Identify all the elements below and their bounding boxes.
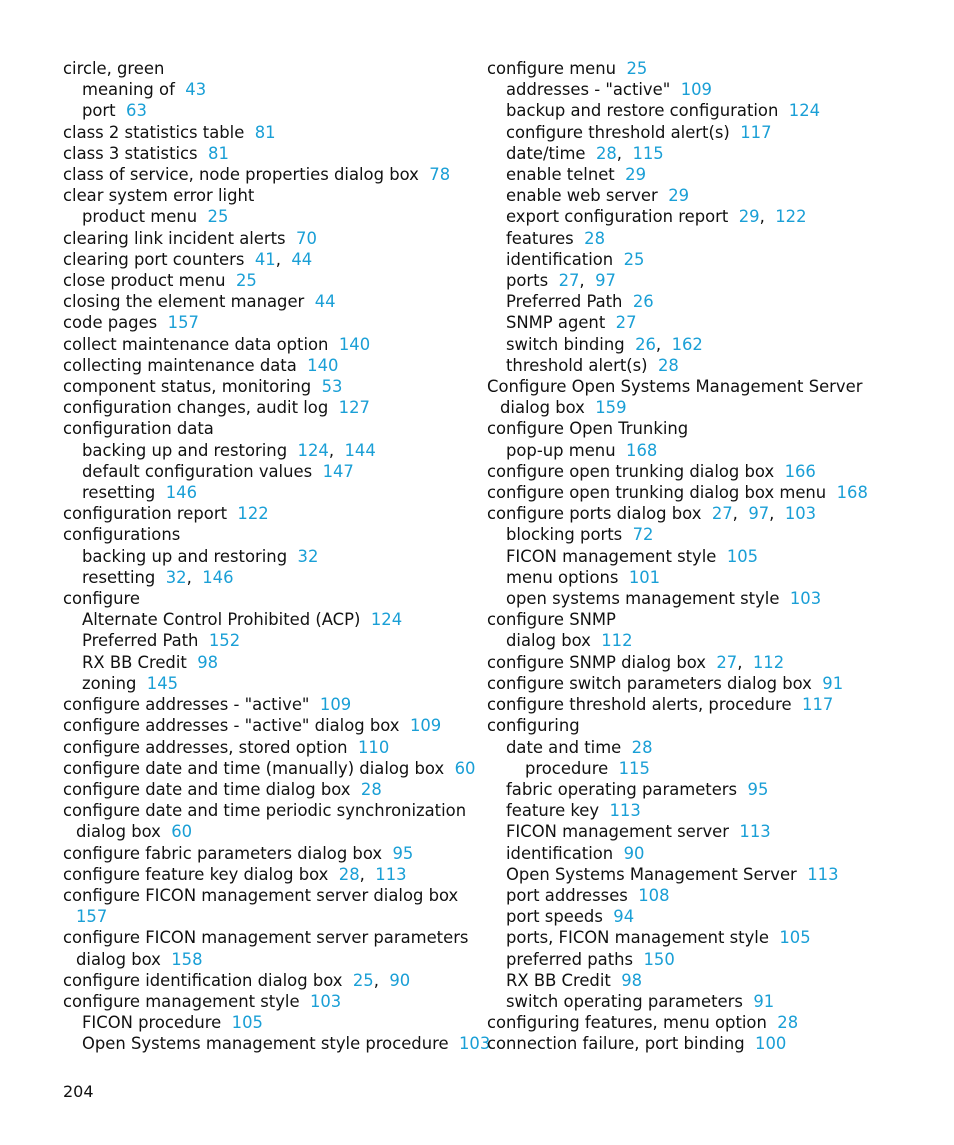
index-subentry <box>63 609 473 630</box>
index-subentry <box>487 122 927 143</box>
index-entry <box>63 122 473 143</box>
page-link[interactable]: 113 <box>375 864 407 884</box>
index-term: backup and restore configuration <box>506 101 779 121</box>
index-term: configure addresses - "active" dialog box <box>63 716 400 736</box>
index-term: closing the element manager <box>63 292 305 312</box>
page-link[interactable]: 95 <box>392 843 414 863</box>
page-link[interactable]: 28 <box>338 864 360 884</box>
index-entry <box>63 228 473 249</box>
index-term: default configuration values <box>82 461 313 481</box>
page-link[interactable]: 140 <box>307 355 339 375</box>
index-term: configure <box>63 589 141 609</box>
page-link[interactable]: 28 <box>595 143 617 163</box>
index-entry: configure ports dialog box 27, 97, 103 <box>487 504 817 524</box>
index-term: Preferred Path <box>82 631 199 651</box>
index-term: product menu <box>82 207 198 227</box>
page-link[interactable]: 25 <box>626 59 648 78</box>
page-link[interactable]: 115 <box>632 143 664 163</box>
index-term: configuring <box>487 716 580 736</box>
index-entry <box>487 482 927 503</box>
index-entry <box>63 185 473 206</box>
index-subentry <box>487 737 927 758</box>
page-link[interactable]: 113 <box>739 822 771 842</box>
page-link[interactable]: 28 <box>658 355 679 375</box>
index-term: configure switch parameters dialog box <box>487 673 812 693</box>
page-link[interactable]: 115 <box>618 758 650 778</box>
index-entry <box>63 503 473 524</box>
page-link[interactable]: 27 <box>558 271 580 291</box>
index-subentry <box>487 630 927 651</box>
index-subentry <box>63 652 473 673</box>
index-subentry <box>487 100 927 121</box>
index-entry <box>63 885 473 906</box>
index-column-right <box>487 58 927 1055</box>
page-link[interactable]: 159 <box>595 398 627 418</box>
index-term: configure date and time (manually) dialog box <box>63 758 445 778</box>
page-link[interactable]: 29 <box>625 165 647 185</box>
page-link[interactable]: 60 <box>454 758 476 778</box>
index-term: configure addresses, stored option <box>63 737 348 757</box>
index-term: Alternate Control Prohibited (ACP) <box>82 610 361 630</box>
index-entry <box>63 376 473 397</box>
index-term: FICON management style <box>506 546 717 566</box>
index-term: open systems management style <box>506 589 780 609</box>
index-term: Configure Open Systems Management Server <box>487 377 863 397</box>
index-entry <box>63 397 473 418</box>
index-term: clearing port counters <box>63 249 245 269</box>
index-term: date and time <box>506 737 622 757</box>
index-subentry <box>487 885 927 906</box>
page-link[interactable]: 78 <box>429 165 451 185</box>
page-link[interactable]: 43 <box>185 80 207 100</box>
index-term: class 3 statistics <box>63 143 198 163</box>
index-term: class of service, node properties dialog box <box>63 165 419 185</box>
index-entry-continuation <box>63 949 473 970</box>
page-link[interactable]: 103 <box>789 589 822 609</box>
index-term: RX BB Credit <box>82 652 187 672</box>
index-subentry: backing up and restoring 124, 144 <box>82 440 376 460</box>
page-link[interactable]: 103 <box>309 991 342 1011</box>
index-subentry <box>63 482 473 503</box>
page-link[interactable]: 44 <box>314 292 336 312</box>
index-term: collecting maintenance data <box>63 355 297 375</box>
index-entry <box>63 737 473 758</box>
index-entry <box>63 355 473 376</box>
page-link[interactable]: 166 <box>784 461 816 481</box>
index-term: configure SNMP dialog box <box>487 652 706 672</box>
page-link[interactable]: 98 <box>197 652 219 672</box>
index-entry <box>63 694 473 715</box>
index-term: ports, FICON management style <box>506 928 769 948</box>
index-entry <box>487 418 927 439</box>
index-term: ports <box>506 271 549 291</box>
page-link[interactable]: 109 <box>409 716 442 736</box>
index-subentry <box>63 79 473 100</box>
index-entry: clearing port counters 41, 44 <box>63 249 313 269</box>
page-link[interactable]: 122 <box>775 207 807 227</box>
page-link[interactable]: 28 <box>584 228 605 248</box>
index-term: identification <box>506 843 614 863</box>
page-link[interactable]: 124 <box>788 101 821 121</box>
index-term: meaning of <box>82 80 175 100</box>
index-subentry: date/time 28, 115 <box>506 143 664 163</box>
page-link[interactable]: 145 <box>146 673 179 693</box>
index-term: threshold alert(s) <box>506 355 648 375</box>
index-term: dialog box <box>500 398 585 418</box>
index-term: resetting <box>82 483 156 503</box>
index-term: configure threshold alert(s) <box>506 122 730 142</box>
page-link[interactable]: 95 <box>747 779 769 799</box>
index-term: Preferred Path <box>506 292 623 312</box>
index-term: configure date and time dialog box <box>63 779 351 799</box>
index-term: addresses - "active" <box>506 80 671 100</box>
index-term: configure open trunking dialog box <box>487 461 775 481</box>
index-subentry <box>487 970 927 991</box>
index-term: export configuration report <box>506 207 729 227</box>
index-term: configure ports dialog box <box>487 504 702 524</box>
index-subentry <box>487 312 927 333</box>
page-link[interactable]: 109 <box>680 80 712 100</box>
index-entry <box>487 1033 927 1054</box>
index-term: backing up and restoring <box>82 440 288 460</box>
page-link[interactable]: 27 <box>615 313 637 333</box>
index-entry-continuation <box>63 906 473 927</box>
index-subentry <box>487 228 927 249</box>
index-term: enable web server <box>506 186 658 206</box>
index-subentry: export configuration report 29, 122 <box>506 207 807 227</box>
index-subentry <box>487 440 927 461</box>
page-link[interactable]: 28 <box>631 737 653 757</box>
index-entry <box>487 694 927 715</box>
page-link[interactable]: 105 <box>779 928 811 948</box>
index-term: zoning <box>82 673 137 693</box>
index-term: enable telnet <box>506 165 615 185</box>
index-subentry <box>63 461 473 482</box>
page-link[interactable]: 168 <box>626 440 658 460</box>
index-subentry <box>487 779 927 800</box>
index-term: SNMP agent <box>506 313 606 333</box>
index-term: collect maintenance data option <box>63 334 329 354</box>
index-term: configure management style <box>63 991 300 1011</box>
index-entry: configure identification dialog box 25, 90 <box>63 970 411 990</box>
page-link[interactable]: 91 <box>753 991 775 1011</box>
index-entry <box>487 1012 927 1033</box>
page-link[interactable]: 63 <box>126 101 147 121</box>
index-subentry: switch binding 26, 162 <box>506 334 703 354</box>
index-term: procedure <box>525 758 609 778</box>
index-entry <box>487 461 927 482</box>
index-subentry <box>487 927 927 948</box>
page-link[interactable]: 90 <box>623 843 645 863</box>
index-entry <box>63 758 476 779</box>
page-link[interactable]: 110 <box>357 737 390 757</box>
index-term: pop-up menu <box>506 440 616 460</box>
index-term: fabric operating parameters <box>506 779 738 799</box>
index-term: FICON procedure <box>82 1013 222 1033</box>
index-term: dialog box <box>76 822 161 842</box>
index-term: FICON management server <box>506 822 729 842</box>
index-term: configurations <box>63 525 181 545</box>
index-subentry <box>63 630 473 651</box>
index-subentry <box>487 185 927 206</box>
index-term: configuration changes, audit log <box>63 398 329 418</box>
index-entry <box>63 927 473 948</box>
page-link[interactable]: 81 <box>254 122 276 142</box>
index-entry <box>487 673 927 694</box>
index-subentry <box>63 206 473 227</box>
index-term: configure threshold alerts, procedure <box>487 695 792 715</box>
index-term: dialog box <box>506 631 591 651</box>
index-entry: configure feature key dialog box 28, 113 <box>63 864 407 884</box>
page-link[interactable]: 168 <box>836 483 868 503</box>
page-link[interactable]: 112 <box>752 652 785 672</box>
index-term: configure SNMP <box>487 610 616 630</box>
page-link[interactable]: 124 <box>370 610 403 630</box>
page-link[interactable]: 29 <box>668 186 690 206</box>
index-term: port speeds <box>506 907 603 927</box>
index-term: configure feature key dialog box <box>63 864 329 884</box>
index-term: configure identification dialog box <box>63 970 343 990</box>
index-term: configuration data <box>63 419 214 439</box>
index-term: resetting <box>82 567 156 587</box>
index-entry <box>487 715 927 736</box>
page-link[interactable]: 162 <box>671 334 703 354</box>
index-subentry <box>487 821 927 842</box>
page-link[interactable]: 60 <box>171 822 193 842</box>
index-subentry <box>487 758 927 779</box>
index-term: configure fabric parameters dialog box <box>63 843 383 863</box>
index-entry <box>63 291 473 312</box>
page-link[interactable]: 29 <box>738 207 760 227</box>
index-subentry <box>487 567 927 588</box>
index-entry-continuation <box>487 397 927 418</box>
page-link[interactable]: 25 <box>235 271 257 291</box>
index-term: menu options <box>506 567 619 587</box>
index-subentry <box>487 546 927 567</box>
page-link[interactable]: 152 <box>208 631 241 651</box>
index-subentry <box>487 949 927 970</box>
index-entry-continuation <box>63 821 473 842</box>
page-link[interactable]: 53 <box>321 377 343 397</box>
page-link[interactable]: 150 <box>643 949 675 969</box>
index-term: dialog box <box>76 949 161 969</box>
index-entry <box>63 715 473 736</box>
index-entry <box>63 164 473 185</box>
page-link[interactable]: 27 <box>711 504 733 524</box>
page-link[interactable]: 81 <box>208 143 229 163</box>
page-link[interactable]: 144 <box>344 440 376 460</box>
index-term: backing up and restoring <box>82 546 288 566</box>
index-term: configure Open Trunking <box>487 419 689 439</box>
index-term: configure open trunking dialog box menu <box>487 483 827 503</box>
page-link[interactable]: 90 <box>389 970 411 990</box>
index-term: configure addresses - "active" <box>63 695 310 715</box>
page-link[interactable]: 100 <box>755 1034 787 1054</box>
index-subentry <box>63 1012 473 1033</box>
index-entry <box>63 524 473 545</box>
page-link[interactable]: 32 <box>297 546 319 566</box>
page-link[interactable]: 27 <box>716 652 738 672</box>
page-link[interactable]: 32 <box>165 567 187 587</box>
index-entry <box>487 609 927 630</box>
index-term: component status, monitoring <box>63 377 312 397</box>
index-term: date/time <box>506 143 586 163</box>
index-term: clearing link incident alerts <box>63 228 286 248</box>
index-subentry <box>487 249 927 270</box>
index-subentry: ports 27, 97 <box>506 271 616 291</box>
page-link[interactable]: 44 <box>291 249 313 269</box>
page-link[interactable]: 127 <box>338 398 370 418</box>
page-link[interactable]: 105 <box>726 546 759 566</box>
index-entry <box>487 376 927 397</box>
index-term: clear system error light <box>63 186 255 206</box>
index-term: code pages <box>63 313 158 333</box>
index-term: identification <box>506 249 614 269</box>
page-link[interactable]: 113 <box>609 801 641 821</box>
index-entry <box>63 58 473 79</box>
page-link[interactable]: 117 <box>740 122 772 142</box>
index-term: RX BB Credit <box>506 970 611 990</box>
index-term: configure FICON management server dialog box <box>63 885 459 905</box>
index-subentry <box>63 100 473 121</box>
index-term: class 2 statistics table <box>63 122 245 142</box>
index-term: feature key <box>506 801 600 821</box>
index-term: configure date and time periodic synchronization <box>63 801 467 821</box>
index-subentry <box>487 864 927 885</box>
index-entry: configure SNMP dialog box 27, 112 <box>487 652 785 672</box>
index-entry <box>63 418 473 439</box>
index-subentry <box>487 800 927 821</box>
index-term: Open Systems management style procedure <box>82 1034 449 1054</box>
index-subentry <box>487 588 927 609</box>
index-subentry <box>487 524 927 545</box>
index-term: configuring features, menu option <box>487 1013 767 1033</box>
page-link[interactable]: 101 <box>628 567 661 587</box>
index-subentry <box>487 991 927 1012</box>
index-subentry <box>63 546 473 567</box>
index-entry <box>487 58 927 79</box>
page-link[interactable]: 91 <box>822 673 844 693</box>
page-link[interactable]: 70 <box>296 228 317 248</box>
page-link[interactable]: 28 <box>360 779 382 799</box>
page-link[interactable]: 112 <box>601 631 633 651</box>
index-subentry: resetting 32, 146 <box>82 567 234 587</box>
index-entry <box>63 843 473 864</box>
page-link[interactable]: 122 <box>237 504 269 524</box>
page-link[interactable]: 113 <box>807 864 839 884</box>
index-entry <box>63 779 473 800</box>
index-entry <box>63 588 473 609</box>
index-subentry <box>487 906 927 927</box>
page-link[interactable]: 103 <box>784 504 817 524</box>
page-link[interactable]: 25 <box>207 207 229 227</box>
page-link[interactable]: 157 <box>76 907 108 927</box>
index-subentry <box>487 79 927 100</box>
page-link[interactable]: 105 <box>231 1013 263 1033</box>
page-link[interactable]: 158 <box>171 949 203 969</box>
index-subentry <box>487 164 927 185</box>
index-entry <box>63 334 473 355</box>
index-term: blocking ports <box>506 525 623 545</box>
page-link[interactable]: 146 <box>202 567 234 587</box>
page-link[interactable]: 28 <box>777 1013 799 1033</box>
page-link[interactable]: 117 <box>802 695 834 715</box>
page-link[interactable]: 109 <box>319 695 352 715</box>
index-term: port <box>82 101 116 121</box>
index-subentry <box>487 843 927 864</box>
index-column-left <box>63 58 491 1055</box>
index-subentry <box>487 291 927 312</box>
index-entry <box>63 800 473 821</box>
index-term: preferred paths <box>506 949 634 969</box>
index-subentry <box>487 355 927 376</box>
page-link[interactable]: 26 <box>635 334 656 354</box>
page-link[interactable]: 97 <box>595 271 616 291</box>
page-link[interactable]: 98 <box>621 970 643 990</box>
index-term: close product menu <box>63 271 226 291</box>
index-term: switch operating parameters <box>506 991 743 1011</box>
page-link[interactable]: 41 <box>254 249 276 269</box>
page-link[interactable]: 25 <box>352 970 374 990</box>
page-link[interactable]: 72 <box>632 525 654 545</box>
index-entry <box>63 143 473 164</box>
page-link[interactable]: 146 <box>165 483 198 503</box>
index-entry <box>63 270 473 291</box>
index-subentry <box>63 1033 491 1054</box>
index-subentry <box>63 673 473 694</box>
page-link[interactable]: 97 <box>748 504 770 524</box>
page-link[interactable]: 94 <box>613 907 635 927</box>
index-term: Open Systems Management Server <box>506 864 797 884</box>
page-link[interactable]: 140 <box>338 334 371 354</box>
index-term: features <box>506 228 574 248</box>
index-entry <box>63 991 473 1012</box>
page-link[interactable]: 124 <box>297 440 329 460</box>
page-link[interactable]: 25 <box>623 249 645 269</box>
page-number: 204 <box>63 1082 94 1101</box>
page-link[interactable]: 103 <box>458 1034 491 1054</box>
index-term: configure menu <box>487 59 617 78</box>
page-link[interactable]: 108 <box>638 885 670 905</box>
index-term: circle, green <box>63 59 165 78</box>
index-term: configure FICON management server parameters <box>63 928 469 948</box>
index-term: connection failure, port binding <box>487 1034 745 1054</box>
page-link[interactable]: 157 <box>167 313 199 333</box>
index-term: switch binding <box>506 334 625 354</box>
index-term: configuration report <box>63 504 227 524</box>
index-entry <box>63 312 473 333</box>
index-term: port addresses <box>506 885 628 905</box>
page-link[interactable]: 147 <box>322 461 354 481</box>
page-link[interactable]: 26 <box>632 292 654 312</box>
